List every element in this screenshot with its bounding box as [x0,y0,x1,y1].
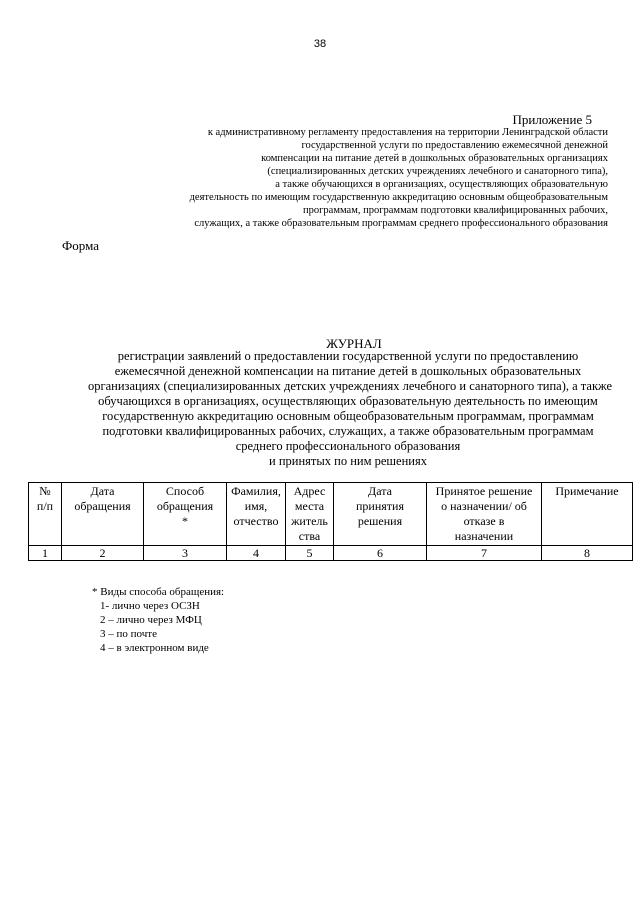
table-row [29,546,633,561]
header-request-method: Способ обращения * [144,483,227,546]
appendix-line: компенсации на питание детей в дошкольных образовательных организациях [261,153,608,164]
footnote-item: 4 – в электронном виде [100,642,209,654]
journal-subtitle-line: регистрации заявлений о предоставлении государственной услуги по предоставлению [117,349,579,363]
footnote-item: 3 – по почте [100,628,157,640]
column-number-cell: 7 [427,546,542,561]
journal-title: ЖУРНАЛ [326,336,382,351]
appendix-line: к административному регламенту предоставления на территории Ленинградской области [207,127,608,138]
form-label: Форма [62,238,99,253]
journal-subtitle-line: подготовки квалифицированных рабочих, служащих, а также образовательным программам [102,424,594,438]
journal-subtitle-line: ежемесячной денежной компенсации на питание детей в дошкольных образовательных [114,364,582,378]
appendix-line: деятельность по имеющим государственную аккредитацию основным общеобразовательным [189,192,608,203]
column-number-cell: 8 [542,546,633,561]
footnote-item: 2 – лично через МФЦ [100,614,202,626]
footnote-title: * Виды способа обращения: [92,586,225,598]
column-number-cell: 6 [334,546,427,561]
journal-subtitle [88,349,613,469]
column-number-cell: 5 [286,546,334,561]
header-note: Примечание [542,483,633,546]
header-request-date: Дата обращения [62,483,144,546]
column-number-cell: 3 [144,546,227,561]
appendix-title: Приложение 5 [512,112,592,127]
journal-subtitle-line: и принятых по ним решениях [269,454,427,468]
journal-subtitle-line: организациях (специализированных детских учреждениях лечебного и санаторного типа), а также [88,379,613,393]
appendix-line: а также обучающихся в организациях, осуществляющих образовательную [275,179,608,190]
header-decision: Принятое решение о назначении/ об отказе в назначении [427,483,542,546]
journal-subtitle-line: государственную аккредитацию основным общеобразовательным программам, программам [102,409,594,423]
journal-subtitle-line: среднего профессионального образования [235,439,461,453]
column-number-cell: 1 [29,546,62,561]
journal-table [28,482,633,561]
header-full-name: Фамилия, имя, отчество [227,483,286,546]
table-header-row [29,483,633,546]
header-number: № п/п [29,483,62,546]
appendix-description [148,126,608,230]
header-decision-date: Дата принятия решения [334,483,427,546]
journal-subtitle-line: обучающихся в организациях, осуществляющих образовательную деятельность по имеющим [98,394,598,408]
page-number: 38 [313,38,327,50]
appendix-line: (специализированных детских учреждениях лечебного и санаторного типа), [267,166,608,177]
header-address: Адрес места житель ства [286,483,334,546]
appendix-line: служащих, а также образовательным программам среднего профессионального образования [194,218,608,229]
footnote [92,585,224,655]
column-number-cell: 2 [62,546,144,561]
appendix-line: программам, программам подготовки квалифицированных рабочих, [302,205,608,216]
footnote-item: 1- лично через ОСЗН [100,600,200,612]
appendix-line: государственной услуги по предоставлению ежемесячной денежной [301,140,608,151]
column-number-cell: 4 [227,546,286,561]
